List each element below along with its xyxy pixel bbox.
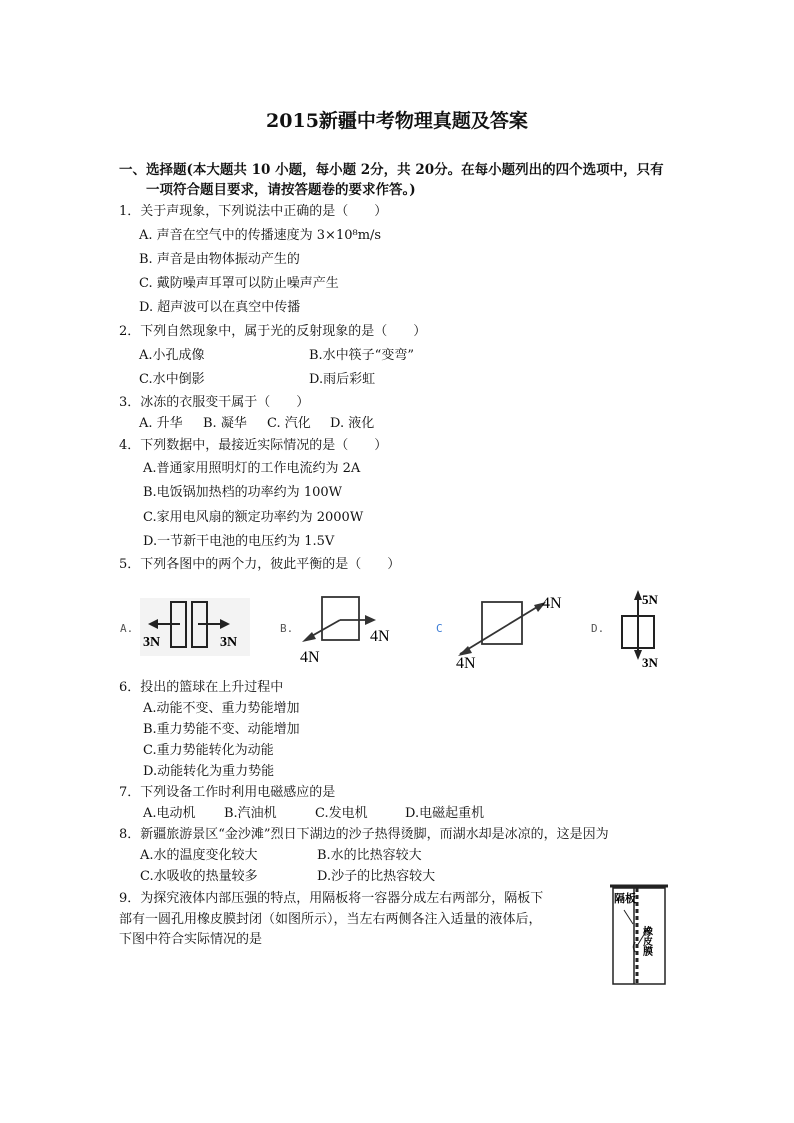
section-heading-cont: 一项符合题目要求，请按答题卷的要求作答。) — [146, 182, 416, 198]
q2-option-d: D.雨后彩虹 — [309, 372, 376, 387]
section-heading: 一、选择题(本大题共 10 小题，每小题 2分，共 20分。在每小题列出的四个选项中，只有 — [119, 162, 664, 178]
q1-option-a: A. 声音在空气中的传播速度为 3×10⁸m/s — [139, 228, 382, 243]
q7-stem: 7．下列设备工作时利用电磁感应的是 — [119, 785, 336, 800]
force-label: 4N — [370, 628, 390, 645]
page-title: 2015新疆中考物理真题及答案 — [266, 110, 528, 132]
q7-option-a: A.电动机 — [143, 806, 196, 821]
q4-option-a: A.普通家用照明灯的工作电流约为 2A — [143, 461, 361, 476]
q6-option-c: C.重力势能转化为动能 — [143, 743, 274, 758]
force-label: 3N — [220, 635, 238, 650]
q8-option-a: A.水的温度变化较大 — [140, 848, 258, 863]
q8-stem: 8．新疆旅游景区“金沙滩”烈日下湖边的沙子热得烫脚，而湖水却是冰凉的，这是因为 — [119, 827, 609, 842]
q5-figure-a — [140, 598, 250, 658]
q5-figure-b — [290, 592, 400, 667]
force-label: 3N — [143, 635, 161, 650]
q9-container-figure — [608, 880, 670, 986]
q5-label-d: D. — [591, 622, 605, 635]
q8-option-d: D.沙子的比热容较大 — [317, 869, 436, 884]
q5-label-c: C — [436, 622, 443, 635]
q4-stem: 4．下列数据中，最接近实际情况的是（ ） — [119, 438, 388, 453]
q6-stem: 6．投出的篮球在上升过程中 — [119, 680, 284, 695]
q1-option-b: B. 声音是由物体振动产生的 — [139, 252, 300, 267]
q1-option-d: D. 超声波可以在真空中传播 — [139, 300, 301, 315]
q7-option-d: D.电磁起重机 — [405, 806, 485, 821]
q9-stem-line1: 9．为探究液体内部压强的特点，用隔板将一容器分成左右两部分，隔板下 — [119, 891, 544, 906]
q2-stem: 2．下列自然现象中，属于光的反射现象的是（ ） — [119, 324, 427, 339]
q9-stem-line3: 下图中符合实际情况的是 — [119, 932, 263, 947]
q4-option-d: D.一节新干电池的电压约为 1.5V — [143, 534, 335, 549]
membrane-label: 橡皮膜 — [640, 926, 652, 956]
q3-stem: 3．冰冻的衣服变干属于（ ） — [119, 395, 310, 410]
force-label: 4N — [300, 649, 320, 666]
q5-label-a: A. — [120, 622, 134, 635]
q2-option-a: A.小孔成像 — [139, 348, 205, 363]
q9-stem-line2: 部有一圆孔用橡皮膜封闭（如图所示），当左右两侧各注入适量的液体后， — [119, 912, 542, 927]
q3-option-b: B. 凝华 — [203, 416, 247, 431]
q7-option-c: C.发电机 — [315, 806, 368, 821]
q1-stem: 1．关于声现象，下列说法中正确的是（ ） — [119, 204, 388, 219]
q2-option-b: B.水中筷子“变弯” — [309, 348, 414, 363]
q4-option-c: C.家用电风扇的额定功率约为 2000W — [143, 510, 364, 525]
force-label: 5N — [642, 592, 658, 607]
q5-figure-d — [612, 588, 672, 670]
q5-stem: 5．下列各图中的两个力，彼此平衡的是（ ） — [119, 557, 401, 572]
force-label: 3N — [642, 655, 658, 670]
q3-option-d: D. 液化 — [330, 416, 375, 431]
q6-option-a: A.动能不变、重力势能增加 — [143, 701, 300, 716]
q8-option-c: C.水吸收的热量较多 — [140, 869, 258, 884]
q5-label-b: B. — [280, 622, 294, 635]
q4-option-b: B.电饭锅加热档的功率约为 100W — [143, 485, 342, 500]
q3-option-a: A. 升华 — [139, 416, 183, 431]
force-label: 4N — [542, 595, 562, 612]
q6-option-d: D.动能转化为重力势能 — [143, 764, 275, 779]
q2-option-c: C.水中倒影 — [139, 372, 205, 387]
q5-figure-c — [450, 590, 580, 670]
q1-option-c: C. 戴防噪声耳罩可以防止噪声产生 — [139, 276, 339, 291]
q7-option-b: B.汽油机 — [224, 806, 277, 821]
q3-option-c: C. 汽化 — [267, 416, 311, 431]
q6-option-b: B.重力势能不变、动能增加 — [143, 722, 300, 737]
partition-label: 隔板 — [614, 893, 636, 905]
q8-option-b: B.水的比热容较大 — [317, 848, 422, 863]
force-label: 4N — [456, 655, 476, 670]
